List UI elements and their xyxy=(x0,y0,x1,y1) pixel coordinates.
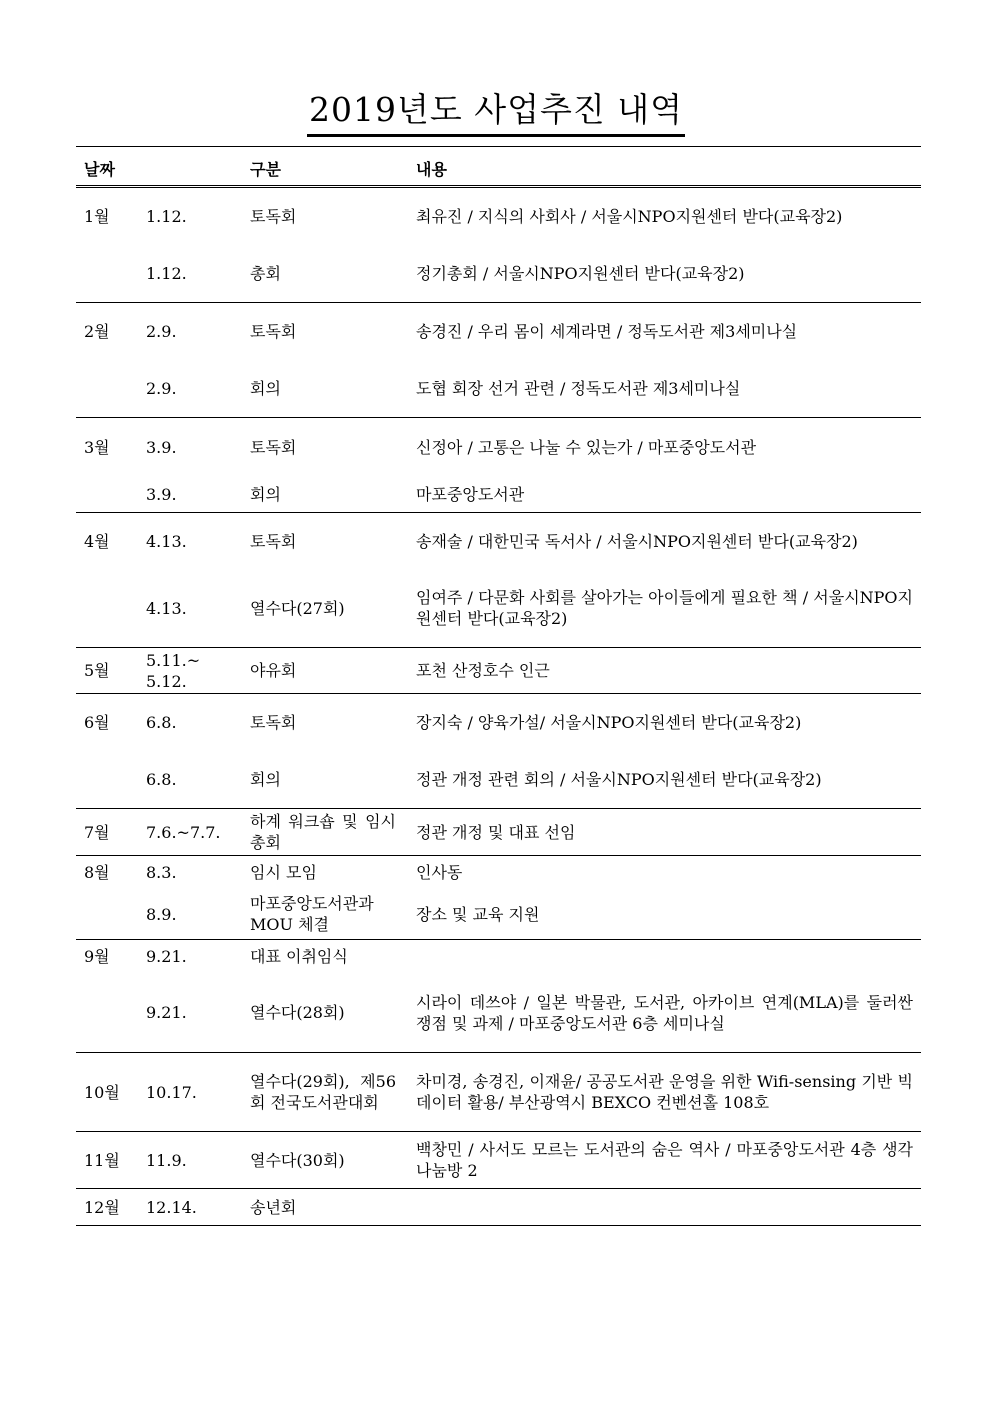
month-label: 11월 xyxy=(84,1150,120,1170)
category-cell: 토독회 xyxy=(250,713,297,732)
category-cell: 열수다(29회), 제56회 전국도서관대회 xyxy=(250,1072,396,1112)
table-row xyxy=(76,1189,921,1225)
content-cell: 포천 산정호수 인근 xyxy=(416,661,550,680)
date-cell: 5.11.~ 5.12. xyxy=(146,650,201,691)
content-cell: 정기총회 / 서울시NPO지원센터 받다(교육장2) xyxy=(416,263,745,283)
month-label: 5월 xyxy=(84,661,110,680)
table-row xyxy=(76,360,921,417)
schedule-table xyxy=(76,146,921,1226)
content-cell: 마포중앙도서관 xyxy=(416,484,525,504)
month-group-sep xyxy=(76,940,921,1053)
category-cell: 하계 워크숍 및 임시총회 xyxy=(250,812,396,852)
category-cell: 토독회 xyxy=(250,531,297,551)
month-label: 6월 xyxy=(84,713,110,732)
table-row xyxy=(76,513,921,569)
content-cell: 송재술 / 대한민국 독서사 / 서울시NPO지원센터 받다(교육장2) xyxy=(416,531,858,551)
month-label: 10월 xyxy=(84,1082,120,1102)
date-cell: 8.9. xyxy=(146,904,177,924)
month-group-jan xyxy=(76,188,921,303)
month-group-apr xyxy=(76,513,921,648)
table-row xyxy=(76,856,921,889)
month-group-may xyxy=(76,648,921,694)
date-cell: 4.13. xyxy=(146,598,187,618)
content-cell: 도협 회장 선거 관련 / 정독도서관 제3세미나실 xyxy=(416,379,741,398)
date-cell: 1.12. xyxy=(146,206,187,226)
content-cell: 임여주 / 다문화 사회를 살아가는 아이들에게 필요한 책 / 서울시NPO지원센터 받다(교육장2) xyxy=(416,588,913,628)
month-label: 12월 xyxy=(84,1197,120,1217)
month-label: 7월 xyxy=(84,822,110,842)
date-cell: 3.9. xyxy=(146,437,177,457)
date-cell: 12.14. xyxy=(146,1197,197,1217)
table-row xyxy=(76,809,921,855)
month-group-feb xyxy=(76,303,921,418)
category-cell: 토독회 xyxy=(250,206,297,226)
page-title: 2019년도 사업추진 내역 xyxy=(0,88,992,137)
content-cell: 차미경, 송경진, 이재윤/ 공공도서관 운영을 위한 Wifi-sensing 기반 빅데이터 활용/ 부산광역시 BEXCO 컨벤션홀 108호 xyxy=(416,1072,913,1112)
table-row xyxy=(76,1132,921,1188)
table-row xyxy=(76,751,921,808)
content-cell: 장지숙 / 양육가설/ 서울시NPO지원센터 받다(교육장2) xyxy=(416,713,802,732)
category-cell: 회의 xyxy=(250,484,281,504)
month-group-aug xyxy=(76,856,921,940)
month-label: 1월 xyxy=(84,206,110,226)
category-cell: 회의 xyxy=(250,379,281,398)
table-row xyxy=(76,476,921,512)
date-cell: 6.8. xyxy=(146,770,177,789)
category-cell: 총회 xyxy=(250,263,281,283)
content-cell: 백창민 / 사서도 모르는 도서관의 숨은 역사 / 마포중앙도서관 4층 생각나눔방 2 xyxy=(416,1140,913,1180)
date-cell: 2.9. xyxy=(146,379,177,398)
table-row xyxy=(76,569,921,647)
table-row xyxy=(76,889,921,939)
category-cell: 마포중앙도서관과 MOU 체결 xyxy=(250,894,374,934)
content-cell: 인사동 xyxy=(416,863,463,882)
content-cell: 송경진 / 우리 몸이 세계라면 / 정독도서관 제3세미나실 xyxy=(416,322,798,341)
table-header xyxy=(76,146,921,188)
date-cell: 6.8. xyxy=(146,713,177,732)
header-date: 날짜 xyxy=(84,160,115,179)
date-cell: 1.12. xyxy=(146,263,187,283)
month-group-dec xyxy=(76,1189,921,1226)
content-cell: 정관 개정 관련 회의 / 서울시NPO지원센터 받다(교육장2) xyxy=(416,770,822,789)
date-cell: 4.13. xyxy=(146,531,187,551)
table-row xyxy=(76,188,921,244)
category-cell: 열수다(28회) xyxy=(250,1003,345,1022)
month-label: 9월 xyxy=(84,947,110,966)
category-cell: 열수다(30회) xyxy=(250,1150,345,1170)
month-group-nov xyxy=(76,1132,921,1189)
date-cell: 2.9. xyxy=(146,322,177,341)
table-row xyxy=(76,418,921,476)
content-cell: 장소 및 교육 지원 xyxy=(416,904,540,924)
month-group-jun xyxy=(76,694,921,809)
date-cell: 9.21. xyxy=(146,1003,187,1022)
date-cell: 10.17. xyxy=(146,1082,197,1102)
category-cell: 송년회 xyxy=(250,1197,297,1217)
table-row xyxy=(76,648,921,693)
month-group-oct xyxy=(76,1053,921,1132)
date-cell: 8.3. xyxy=(146,863,177,882)
table-row xyxy=(76,973,921,1052)
month-label: 4월 xyxy=(84,531,110,551)
month-label: 3월 xyxy=(84,437,110,457)
header-content: 내용 xyxy=(416,160,447,179)
content-cell: 정관 개정 및 대표 선임 xyxy=(416,822,576,842)
month-label: 8월 xyxy=(84,863,110,882)
category-cell: 야유회 xyxy=(250,661,297,680)
category-cell: 회의 xyxy=(250,770,281,789)
table-row xyxy=(76,694,921,751)
content-cell: 시라이 데쓰야 / 일본 박물관, 도서관, 아카이브 연계(MLA)를 둘러싼 쟁점 및 과제 / 마포중앙도서관 6층 세미나실 xyxy=(416,992,913,1033)
header-category: 구분 xyxy=(250,160,281,179)
table-row xyxy=(76,303,921,360)
category-cell: 임시 모임 xyxy=(250,863,317,882)
month-group-jul xyxy=(76,809,921,856)
table-row xyxy=(76,940,921,973)
date-cell: 7.6.~7.7. xyxy=(146,822,221,842)
category-cell: 열수다(27회) xyxy=(250,598,345,618)
content-cell: 최유진 / 지식의 사회사 / 서울시NPO지원센터 받다(교육장2) xyxy=(416,206,843,226)
month-group-mar xyxy=(76,418,921,513)
date-cell: 3.9. xyxy=(146,484,177,504)
content-cell: 신정아 / 고통은 나눌 수 있는가 / 마포중앙도서관 xyxy=(416,437,757,457)
category-cell: 대표 이취임식 xyxy=(250,947,348,966)
month-label: 2월 xyxy=(84,322,110,341)
category-cell: 토독회 xyxy=(250,437,297,457)
date-cell: 11.9. xyxy=(146,1150,187,1170)
table-row xyxy=(76,1053,921,1131)
table-row xyxy=(76,244,921,302)
category-cell: 토독회 xyxy=(250,322,297,341)
date-cell: 9.21. xyxy=(146,947,187,966)
